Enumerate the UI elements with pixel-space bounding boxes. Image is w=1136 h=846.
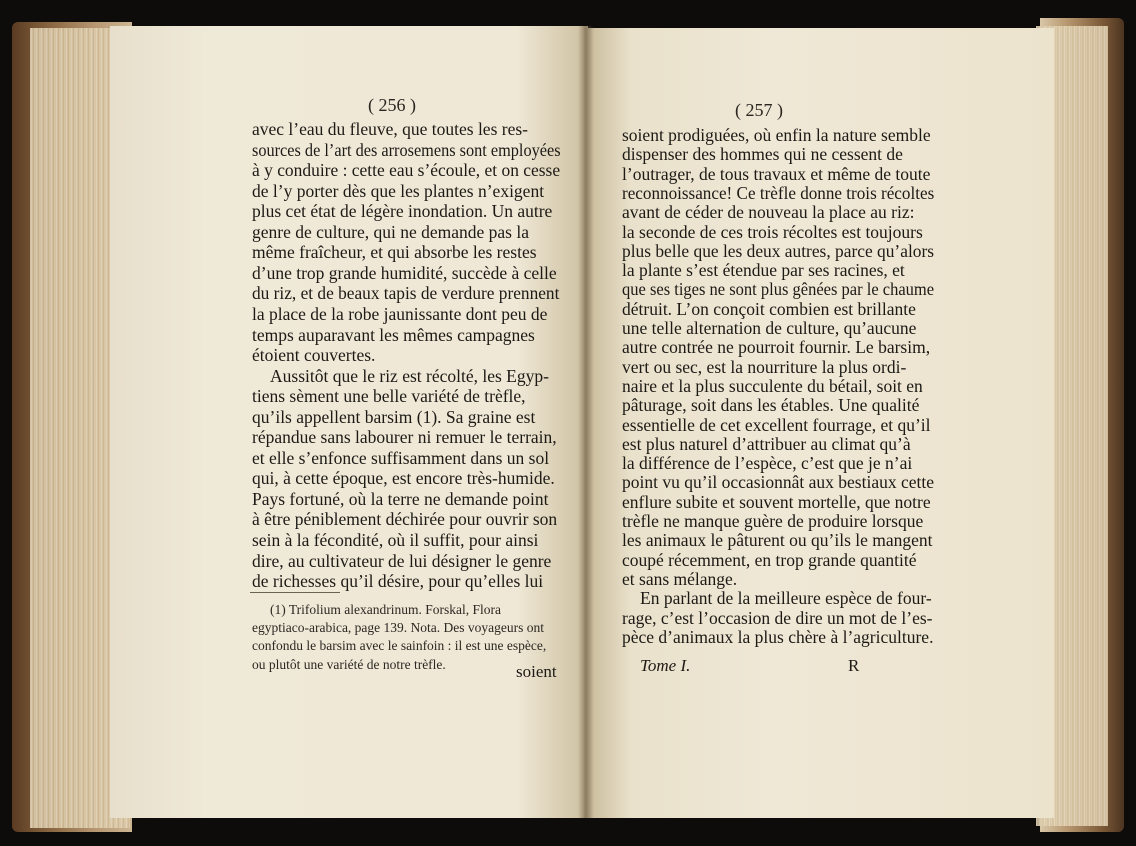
text-line: et elle s’enfonce suffisamment dans un sol bbox=[252, 447, 550, 468]
text-line: temps auparavant les mêmes campagnes bbox=[252, 324, 535, 345]
text-line: autre contrée ne pourroit fournir. Le barsim, bbox=[622, 337, 931, 358]
text-line: avant de céder de nouveau la place au riz: bbox=[622, 202, 915, 223]
text-line: Pays fortuné, où la terre ne demande point bbox=[252, 488, 549, 509]
text-line: la différence de l’espèce, c’est que je n’ai bbox=[622, 453, 913, 474]
left-page-number: ( 256 ) bbox=[368, 95, 416, 115]
text-line: reconnoissance! Ce trèfle donne trois récoltes bbox=[622, 182, 935, 203]
catchword: soient bbox=[516, 662, 557, 681]
text-line: essentielle de cet excellent fourrage, et qu’il bbox=[622, 414, 931, 435]
text-line: répandue sans labourer ni remuer le terrain, bbox=[252, 427, 557, 448]
text-line: Aussitôt que le riz est récolté, les Egyp- bbox=[270, 365, 549, 386]
text-line: coupé récemment, en trop grande quantité bbox=[622, 549, 917, 570]
text-line: qui, à cette époque, est encore très-humide. bbox=[252, 468, 555, 489]
gathering-signature: R bbox=[848, 656, 860, 675]
text-line: trèfle ne manque guère de produire lorsque bbox=[622, 511, 924, 531]
text-line: point vu qu’il occasionnât aux bestiaux cette bbox=[622, 472, 934, 493]
footnote-line: egyptiaco-arabica, page 139. Nota. Des voyageurs ont bbox=[252, 620, 545, 636]
text-line: que ses tiges ne sont plus gênées par le chaume bbox=[622, 279, 935, 300]
text-line: de richesses qu’il désire, pour qu’elles lui bbox=[252, 571, 544, 592]
text-line: la seconde de ces trois récoltes est toujours bbox=[622, 221, 923, 242]
text-line: la plante s’est étendue par ses racines, et bbox=[622, 260, 905, 281]
text-line: d’une trop grande humidité, succède à celle bbox=[252, 262, 557, 283]
text-line: à y conduire : cette eau s’écoule, et on cesse bbox=[252, 160, 561, 181]
text-line: de l’y porter dès que les plantes n’exigent bbox=[252, 180, 545, 201]
text-line: En parlant de la meilleure espèce de four- bbox=[640, 588, 932, 609]
footnote-line: ou plutôt une variété de notre trèfle. bbox=[252, 656, 446, 672]
text-line: les animaux le pâturent ou qu’ils le mangent bbox=[622, 530, 933, 551]
text-line: rage, c’est l’occasion de dire un mot de l’es- bbox=[622, 607, 933, 628]
text-line: naire et la plus succulente du bétail, soit en bbox=[622, 375, 923, 396]
text-line: la place de la robe jaunissante dont peu de bbox=[252, 303, 548, 324]
text-line: dispenser des hommes qui ne cessent de bbox=[622, 144, 903, 165]
text-line: avec l’eau du fleuve, que toutes les res- bbox=[252, 119, 528, 139]
text-line: genre de culture, qui ne demande pas la bbox=[252, 221, 529, 242]
right-page-number: ( 257 ) bbox=[735, 100, 783, 120]
text-line: du riz, et de beaux tapis de verdure prennent bbox=[252, 283, 560, 304]
text-line: une telle alternation de culture, qu’aucune bbox=[622, 318, 917, 338]
text-line: soient prodiguées, où enfin la nature semble bbox=[622, 125, 931, 145]
text-line: pèce d’animaux la plus chère à l’agriculture. bbox=[622, 626, 934, 647]
text-line: à être péniblement déchirée pour ouvrir son bbox=[252, 509, 558, 530]
text-line: pâturage, soit dans les étables. Une qualité bbox=[622, 395, 920, 416]
text-line: plus cet état de légère inondation. Un autre bbox=[252, 201, 553, 222]
text-line: étoient couvertes. bbox=[252, 345, 376, 366]
footnote-line: (1) Trifolium alexandrinum. Forskal, Flora bbox=[270, 602, 501, 617]
text-line: tiens sèment une belle variété de trèfle, bbox=[252, 386, 526, 407]
text-line: vert ou sec, est la nourriture la plus ordi- bbox=[622, 356, 907, 377]
text-line: qu’ils appellent barsim (1). Sa graine est bbox=[252, 406, 536, 427]
text-line: l’outrager, de tous travaux et même de toute bbox=[622, 163, 931, 184]
footnote-rule bbox=[250, 592, 340, 593]
text-line: sources de l’art des arrosemens sont employées bbox=[252, 139, 561, 160]
text-line: dire, au cultivateur de lui désigner le genre bbox=[252, 550, 552, 571]
book-gutter bbox=[578, 26, 594, 818]
text-line: est plus naturel d’attribuer au climat qu’à bbox=[622, 433, 911, 454]
volume-signature: Tome I. bbox=[640, 656, 691, 675]
footnote-line: confondu le barsim avec le sainfoin : il est une espèce, bbox=[252, 638, 547, 654]
text-line: enflure subite et souvent mortelle, que notre bbox=[622, 491, 931, 512]
text-line: et sans mélange. bbox=[622, 568, 738, 589]
text-line: sein à la fécondité, où il suffit, pour ainsi bbox=[252, 530, 539, 550]
text-line: même fraîcheur, et qui absorbe les restes bbox=[252, 242, 537, 263]
text-line: détruit. L’on conçoit combien est brillante bbox=[622, 298, 916, 319]
text-line: plus belle que les deux autres, parce qu’alors bbox=[622, 240, 935, 261]
